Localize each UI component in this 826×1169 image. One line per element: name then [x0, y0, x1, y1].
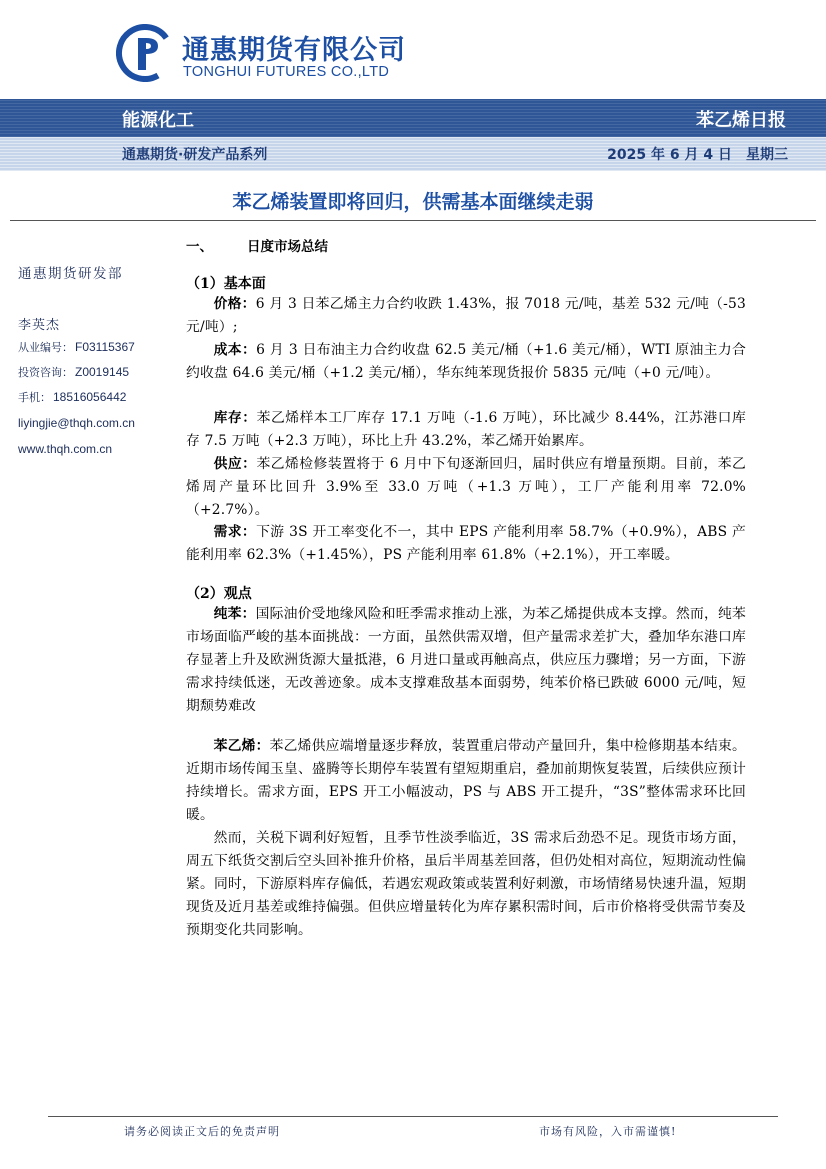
- section-number: 一、: [186, 239, 213, 255]
- analyst-email[interactable]: liyingjie@thqh.com.cn: [18, 416, 135, 430]
- fundamentals-heading: （1）基本面: [186, 276, 266, 292]
- advisory-value: Z0019145: [75, 365, 130, 379]
- license-number: [18, 339, 135, 355]
- benzene-label: 纯苯：: [213, 606, 256, 622]
- supply-text: 苯乙烯检修装置将于 6 月中下旬逐渐回归，届时供应有增量预期。目前，苯乙烯周产量环比回升 3.9%至 33.0 万吨（+1.3 万吨），工厂产能利用率 72.0%（+2.7%）。: [186, 456, 747, 518]
- price-label: 价格：: [213, 296, 256, 312]
- title-divider: [10, 220, 816, 221]
- inventory-paragraph: [186, 407, 746, 453]
- styrene-view-paragraph: [186, 735, 746, 827]
- outlook-paragraph: 然而，关税下调利好短暂，且季节性淡季临近，3S 需求后劲恐不足。现货市场方面，周五下纸货交割后空头回补推升价格，虽后半周基差回落，但仍处相对高位，短期流动性偏紧。同时，下游原料库存偏低，若遇宏观政策或装置利好刺激，市场情绪易快速升温，短期现货及近月基差或维持偏强。但供应增量转化为库存累积需时间，后市价格将受供需节奏及预期变化共同影响。: [186, 830, 746, 938]
- license-value: F03115367: [75, 340, 135, 354]
- demand-label: 需求：: [213, 524, 257, 540]
- sector-label: 能源化工: [122, 110, 194, 131]
- cost-paragraph: [186, 339, 746, 385]
- benzene-text: 国际油价受地缘风险和旺季需求推动上涨，为苯乙烯提供成本支撑。然而，纯苯市场面临严峻的基本面挑战：一方面，虽然供需双增，但产量需求差扩大，叠加华东港口库存显著上升及欧洲货源大量抵港，6 月进口量或再触高点，供应压力骤增；另一方面，下游需求持续低迷，无改善迹象。成本支撑难敌基本面弱势，纯苯价格已跌破 6000 元/吨，短期颓势难改: [186, 606, 747, 714]
- company-name-en: TONGHUI FUTURES CO.,LTD: [183, 64, 390, 80]
- demand-paragraph: [186, 521, 746, 567]
- series-label: 通惠期货·研发产品系列: [122, 147, 268, 163]
- section-heading: [186, 235, 328, 255]
- price-paragraph: [186, 293, 746, 339]
- research-dept: 通惠期货研发部: [18, 266, 123, 282]
- supply-paragraph: [186, 453, 746, 522]
- styrene-text: 苯乙烯供应端增量逐步释放，装置重启带动产量回升，集中检修期基本结束。近期市场传闻玉皇、盛腾等长期停车装置有望短期重启，叠加前期恢复装置，后续供应预计持续增长。需求方面，EPS 开工小幅波动，PS 与 ABS 开工提升，“3S”整体需求环比回暖。: [186, 738, 746, 823]
- advisory-label: 投资咨询：: [18, 366, 73, 379]
- phone-value: 18516056442: [53, 390, 127, 404]
- analyst-name: 李英杰: [18, 318, 61, 333]
- phone-number: [18, 389, 126, 405]
- demand-text: 下游 3S 开工率变化不一，其中 EPS 产能利用率 58.7%（+0.9%），ABS 产能利用率 62.3%（+1.45%），PS 产能利用率 61.8%（+2.1%），开工率暖。: [186, 524, 746, 563]
- cost-text: 6 月 3 日布油主力合约收盘 62.5 美元/桶（+1.6 美元/桶），WTI 原油主力合约收盘 64.6 美元/桶（+1.2 美元/桶），华东纯苯现货报价 5835 元/吨（+0 元/吨）。: [186, 342, 746, 381]
- risk-note: 市场有风险，入市需谨慎!: [539, 1125, 677, 1138]
- report-title: 苯乙烯装置即将回归，供需基本面继续走弱: [232, 191, 594, 213]
- benzene-view-paragraph: [186, 603, 746, 718]
- company-name-cn: 通惠期货有限公司: [182, 35, 406, 66]
- inventory-label: 库存：: [213, 410, 257, 426]
- company-website[interactable]: www.thqh.com.cn: [18, 442, 113, 456]
- cost-label: 成本：: [213, 342, 257, 358]
- footer-divider: [48, 1116, 778, 1117]
- styrene-label: 苯乙烯：: [213, 738, 270, 754]
- report-date: 2025 年 6 月 4 日 星期三: [607, 147, 788, 163]
- phone-label: 手机：: [18, 391, 51, 404]
- advisory-number: [18, 364, 129, 380]
- supply-label: 供应：: [213, 456, 257, 472]
- views-heading: （2）观点: [186, 586, 252, 602]
- section-title: 日度市场总结: [247, 239, 328, 255]
- license-label: 从业编号：: [18, 341, 73, 354]
- inventory-text: 苯乙烯样本工厂库存 17.1 万吨（-1.6 万吨），环比减少 8.44%，江苏港口库存 7.5 万吨（+2.3 万吨），环比上升 43.2%，苯乙烯开始累库。: [186, 410, 746, 449]
- disclaimer-note: 请务必阅读正文后的免责声明: [124, 1125, 280, 1138]
- report-type-label: 苯乙烯日报: [696, 110, 786, 131]
- price-text: 6 月 3 日苯乙烯主力合约收跌 1.43%，报 7018 元/吨，基差 532 元/吨（-53 元/吨）;: [186, 296, 746, 335]
- company-logo-icon: [116, 24, 174, 82]
